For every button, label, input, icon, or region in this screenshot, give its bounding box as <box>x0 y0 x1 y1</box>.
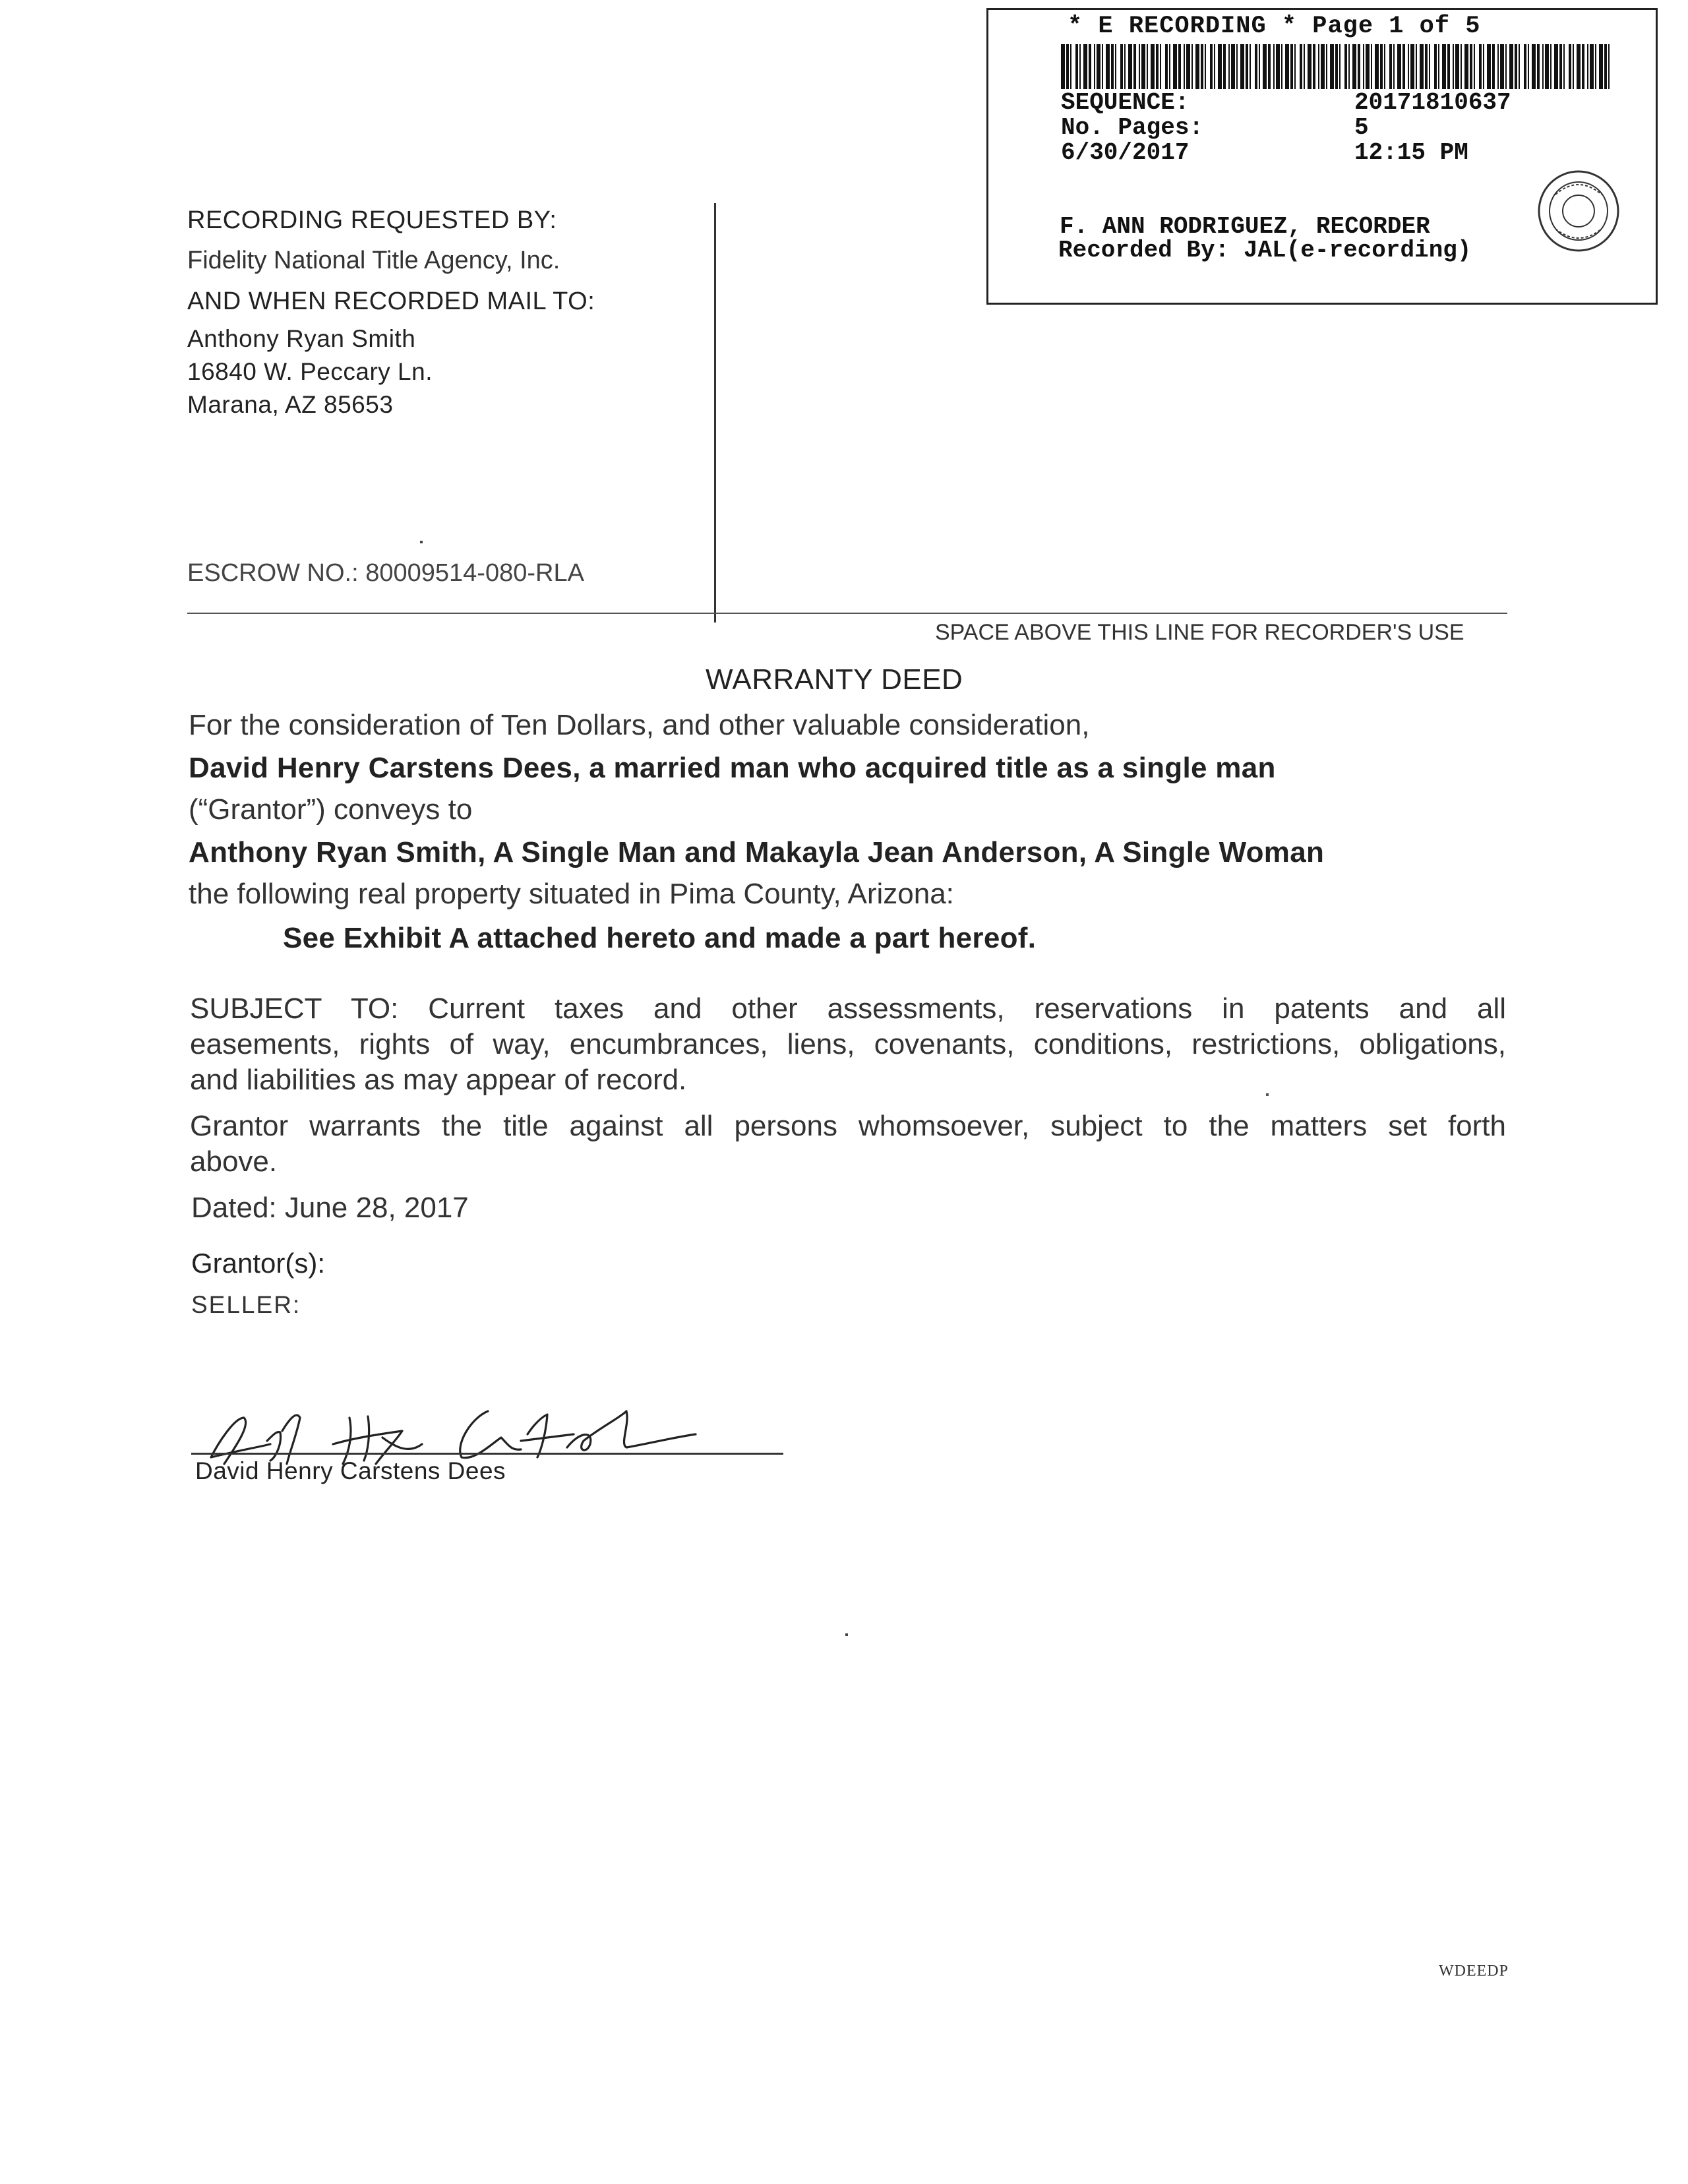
barcode-bar <box>1375 44 1379 89</box>
barcode-bar <box>1577 44 1581 89</box>
barcode-bar <box>1205 44 1206 89</box>
recording-date: 6/30/2017 <box>1061 139 1190 166</box>
grantee-line: Anthony Ryan Smith, A Single Man and Makayla Jean Anderson, A Single Woman <box>189 836 1325 868</box>
barcode-bar <box>1120 44 1123 89</box>
recording-time: 12:15 PM <box>1354 139 1468 166</box>
barcode-bar <box>1595 44 1596 89</box>
mail-to-label: AND WHEN RECORDED MAIL TO: <box>187 288 595 315</box>
barcode-icon <box>1061 44 1615 89</box>
barcode-bar <box>1528 44 1529 89</box>
barcode-bar <box>1165 44 1168 89</box>
barcode-bar <box>1416 44 1417 89</box>
barcode-bar <box>1061 44 1065 89</box>
barcode-bar <box>1542 44 1544 89</box>
barcode-bar <box>1453 44 1454 89</box>
barcode-bar <box>1492 44 1495 89</box>
barcode-bar <box>1240 44 1244 89</box>
barcode-bar <box>1554 44 1558 89</box>
barcode-bar <box>1173 44 1177 89</box>
barcode-bar <box>1339 44 1341 89</box>
form-code: WDEEDP <box>1439 1962 1509 1980</box>
property-line: the following real property situated in Pima County, Arizona: <box>189 878 954 910</box>
speck <box>845 1633 848 1636</box>
barcode-bar <box>1106 44 1110 89</box>
barcode-bar <box>1259 44 1260 89</box>
barcode-bar <box>1281 44 1282 89</box>
barcode-bar <box>1089 44 1091 89</box>
barcode-bar <box>1487 44 1491 89</box>
barcode-bar <box>1210 44 1213 89</box>
barcode-bar <box>1228 44 1230 89</box>
barcode-bar <box>1218 44 1222 89</box>
barcode-bar <box>1079 44 1081 89</box>
vertical-divider <box>714 203 716 622</box>
barcode-bar <box>1147 44 1148 89</box>
barcode-bar <box>1380 44 1383 89</box>
barcode-bar <box>1582 44 1584 89</box>
barcode-bar <box>1447 44 1450 89</box>
barcode-bar <box>1300 44 1302 89</box>
barcode-bar <box>1141 44 1145 89</box>
barcode-bar <box>1442 44 1446 89</box>
dated-line: Dated: June 28, 2017 <box>191 1192 469 1224</box>
barcode-bar <box>1308 44 1311 89</box>
signature-line <box>191 1453 783 1455</box>
barcode-bar <box>1139 44 1140 89</box>
barcode-bar <box>1559 44 1562 89</box>
barcode-bar <box>1115 44 1116 89</box>
barcode-bar <box>1318 44 1319 89</box>
barcode-bar <box>1420 44 1424 89</box>
barcode-bar <box>1608 44 1610 89</box>
barcode-bar <box>1133 44 1136 89</box>
barcode-bar <box>1124 44 1126 89</box>
barcode-bar <box>1483 44 1484 89</box>
barcode-bar <box>1201 44 1203 89</box>
barcode-bar <box>1384 44 1385 89</box>
barcode-bar <box>1464 44 1468 89</box>
barcode-bar <box>1102 44 1103 89</box>
mail-to-name: Anthony Ryan Smith <box>187 325 416 352</box>
barcode-bar <box>1263 44 1267 89</box>
barcode-bar <box>1330 44 1334 89</box>
barcode-bar <box>1470 44 1472 89</box>
barcode-bar <box>1474 44 1475 89</box>
barcode-bar <box>1231 44 1235 89</box>
barcode-bar <box>1223 44 1226 89</box>
barcode-bar <box>1335 44 1338 89</box>
barcode-bar <box>1313 44 1315 89</box>
grantor-line: David Henry Carstens Dees, a married man who acquired title as a single man <box>189 752 1276 784</box>
mail-to-street: 16840 W. Peccary Ln. <box>187 358 433 385</box>
barcode-bar <box>1587 44 1588 89</box>
barcode-bar <box>1563 44 1565 89</box>
barcode-bar <box>1524 44 1526 89</box>
pages-value: 5 <box>1354 114 1369 141</box>
barcode-bar <box>1599 44 1603 89</box>
barcode-bar <box>1111 44 1114 89</box>
barcode-bar <box>1550 44 1552 89</box>
barcode-bar <box>1184 44 1185 89</box>
barcode-bar <box>1497 44 1499 89</box>
barcode-bar <box>1438 44 1439 89</box>
barcode-bar <box>1573 44 1574 89</box>
pages-label: No. Pages: <box>1061 114 1204 141</box>
barcode-bar <box>1178 44 1181 89</box>
barcode-bar <box>1371 44 1372 89</box>
handwritten-signature <box>198 1372 712 1471</box>
barcode-bar <box>1366 44 1370 89</box>
barcode-bar <box>1344 44 1347 89</box>
barcode-bar <box>1402 44 1405 89</box>
barcode-bar <box>1537 44 1540 89</box>
subject-to-line-1: SUBJECT TO: Current taxes and other assessments, reservations in patents and all <box>190 992 1506 1025</box>
barcode-bar <box>1326 44 1327 89</box>
speck <box>420 541 423 543</box>
barcode-bar <box>1070 44 1071 89</box>
barcode-bar <box>1393 44 1395 89</box>
warrants-line-2: above. <box>190 1145 278 1178</box>
recorder-name: F. ANN RODRIGUEZ, RECORDER <box>1060 213 1430 240</box>
barcode-bar <box>1156 44 1159 89</box>
conveys-line: (“Grantor”) conveys to <box>189 793 473 826</box>
barcode-bar <box>1545 44 1549 89</box>
barcode-bar <box>1352 44 1356 89</box>
barcode-bar <box>1075 44 1078 89</box>
barcode-bar <box>1321 44 1325 89</box>
barcode-bar <box>1236 44 1238 89</box>
barcode-bar <box>1128 44 1132 89</box>
barcode-bar <box>1604 44 1607 89</box>
recorded-by: Recorded By: JAL(e-recording) <box>1058 237 1472 264</box>
county-seal-icon <box>1536 168 1621 254</box>
seller-label: SELLER: <box>191 1291 301 1318</box>
escrow-number: ESCROW NO.: 80009514-080-RLA <box>187 559 584 587</box>
barcode-bar <box>1519 44 1520 89</box>
barcode-bar <box>1169 44 1170 89</box>
barcode-bar <box>1250 44 1251 89</box>
barcode-bar <box>1094 44 1095 89</box>
subject-to-line-2: easements, rights of way, encumbrances, liens, covenants, conditions, restrictions, obligations, <box>190 1028 1506 1060</box>
barcode-bar <box>1268 44 1271 89</box>
barcode-bar <box>1389 44 1392 89</box>
requesting-agency: Fidelity National Title Agency, Inc. <box>187 247 560 274</box>
barcode-bar <box>1397 44 1401 89</box>
barcode-bar <box>1569 44 1571 89</box>
barcode-bar <box>1246 44 1248 89</box>
barcode-bar <box>1273 44 1275 89</box>
barcode-bar <box>1160 44 1161 89</box>
barcode-bar <box>1191 44 1193 89</box>
recorder-use-line <box>187 613 1507 614</box>
warrants-line-1: Grantor warrants the title against all persons whomsoever, subject to the matters set forth <box>190 1110 1506 1142</box>
barcode-bar <box>1363 44 1364 89</box>
mail-to-city: Marana, AZ 85653 <box>187 391 394 418</box>
barcode-bar <box>1429 44 1430 89</box>
barcode-bar <box>1479 44 1482 89</box>
barcode-bar <box>1455 44 1459 89</box>
barcode-bar <box>1348 44 1350 89</box>
subject-to-line-3: and liabilities as may appear of record. <box>190 1064 687 1096</box>
barcode-bar <box>1294 44 1296 89</box>
consideration-line: For the consideration of Ten Dollars, and other valuable consideration, <box>189 709 1090 741</box>
barcode-bar <box>1505 44 1507 89</box>
recorder-use-note: SPACE ABOVE THIS LINE FOR RECORDER'S USE <box>935 620 1464 645</box>
recorder-stamp-box <box>986 8 1658 305</box>
barcode-bar <box>1066 44 1069 89</box>
sequence-label: SEQUENCE: <box>1061 89 1190 116</box>
barcode-bar <box>1532 44 1536 89</box>
barcode-bar <box>1276 44 1280 89</box>
barcode-bar <box>1195 44 1199 89</box>
exhibit-line: See Exhibit A attached hereto and made a part hereof. <box>283 922 1037 954</box>
barcode-bar <box>1083 44 1087 89</box>
barcode-bar <box>1151 44 1155 89</box>
barcode-bar <box>1214 44 1215 89</box>
barcode-bar <box>1425 44 1428 89</box>
barcode-bar <box>1461 44 1462 89</box>
speck <box>1266 1093 1269 1096</box>
barcode-bar <box>1186 44 1190 89</box>
barcode-bar <box>1515 44 1517 89</box>
barcode-bar <box>1408 44 1409 89</box>
sequence-value: 20171810637 <box>1354 89 1511 116</box>
recording-requested-label: RECORDING REQUESTED BY: <box>187 206 557 234</box>
barcode-bar <box>1358 44 1360 89</box>
signer-name: David Henry Carstens Dees <box>195 1457 506 1484</box>
barcode-bar <box>1500 44 1504 89</box>
barcode-bar <box>1097 44 1100 89</box>
barcode-bar <box>1509 44 1513 89</box>
grantors-label: Grantor(s): <box>191 1248 326 1279</box>
barcode-bar <box>1255 44 1257 89</box>
barcode-bar <box>1290 44 1293 89</box>
recording-header: * E RECORDING * Page 1 of 5 <box>1068 13 1481 40</box>
deed-title: WARRANTY DEED <box>706 663 963 696</box>
barcode-bar <box>1285 44 1289 89</box>
barcode-bar <box>1304 44 1305 89</box>
barcode-bar <box>1410 44 1414 89</box>
barcode-bar <box>1434 44 1437 89</box>
barcode-bar <box>1590 44 1594 89</box>
